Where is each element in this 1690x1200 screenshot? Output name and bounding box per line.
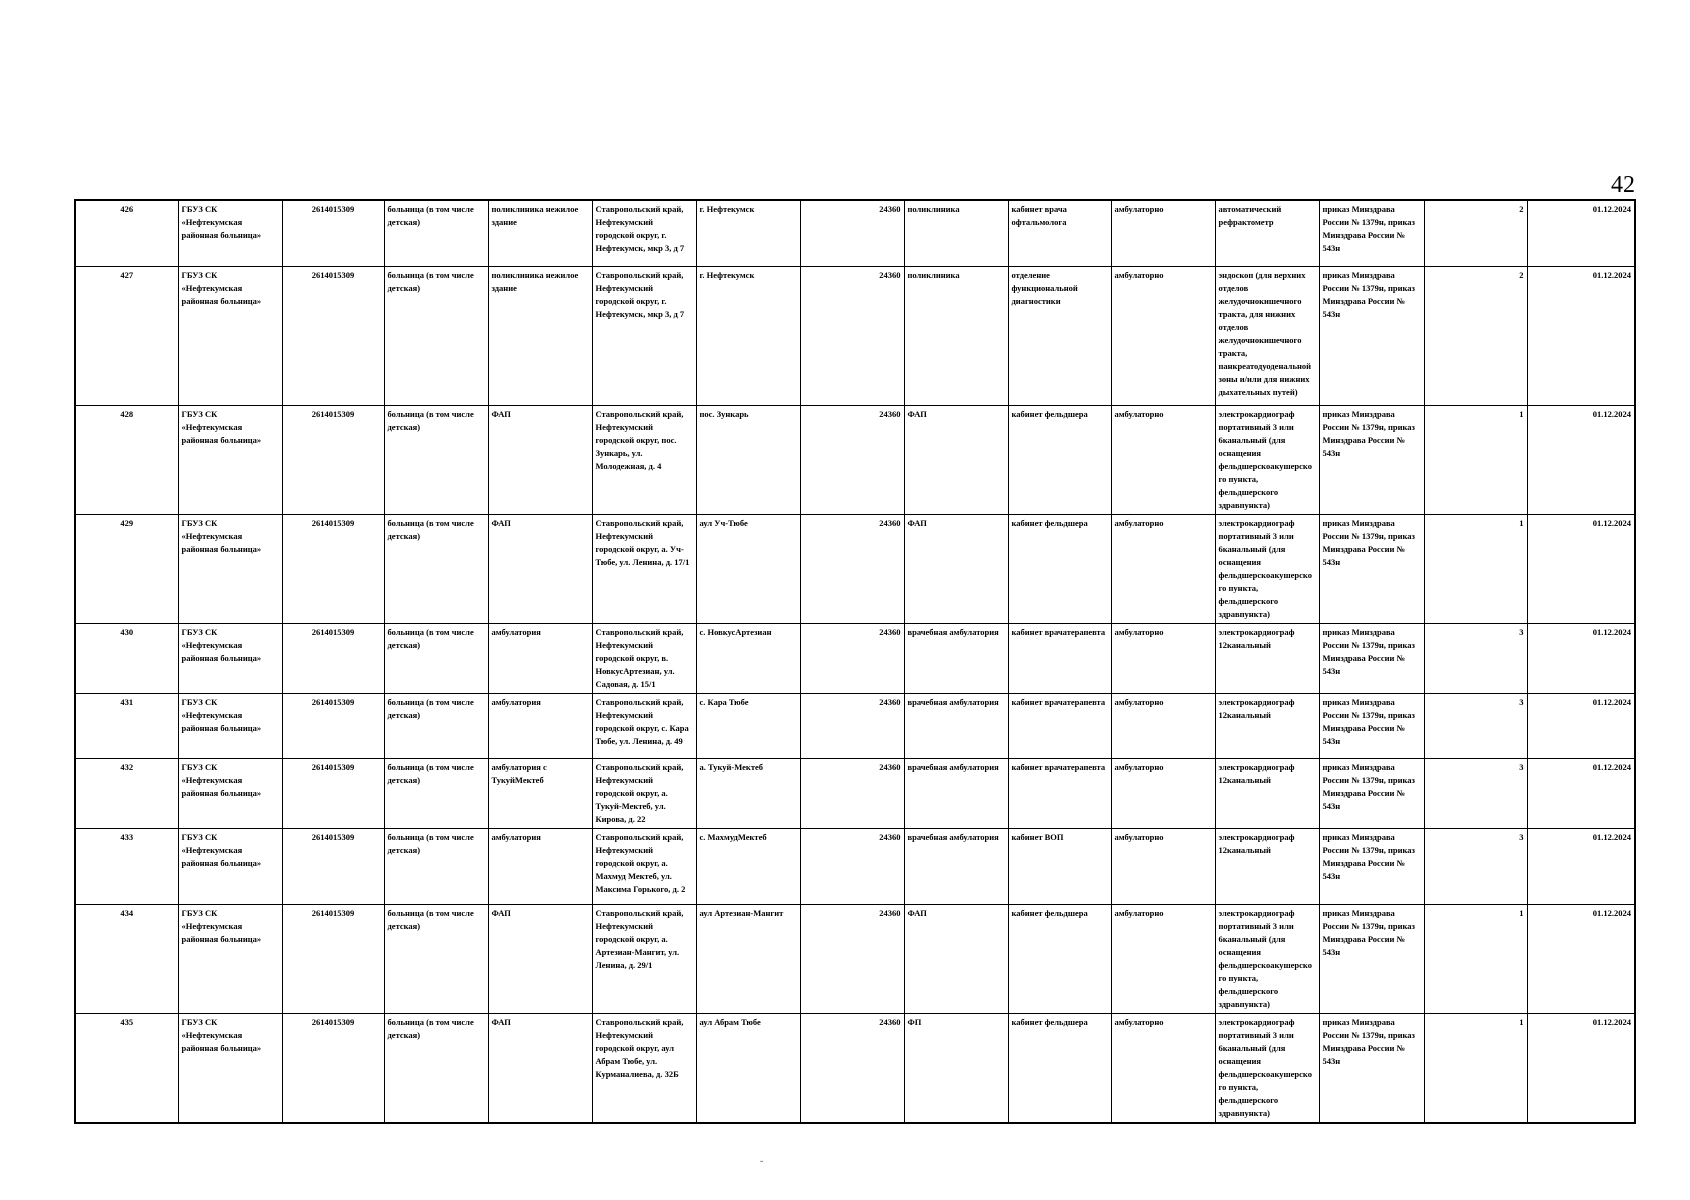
care-condition: амбулаторно	[1111, 1014, 1215, 1124]
locality-cell: с. МахмудМектеб	[696, 829, 800, 905]
room-cell: кабинет врачатерапевта	[1008, 759, 1111, 829]
equipment-cell: электрокардиограф 12канальный	[1215, 694, 1319, 759]
row-number: 429	[75, 515, 178, 624]
equipment-cell: электрокардиограф портативный 3 или 6канальный (для оснащения фельдшерскоакушерского пункта, фельдшерского здравпункта)	[1215, 905, 1319, 1014]
row-number: 426	[75, 200, 178, 267]
address-cell: Ставропольский край, Нефтекумский городской округ, с. Кара Тюбе, ул. Ленина, д. 49	[592, 694, 696, 759]
care-condition: амбулаторно	[1111, 905, 1215, 1014]
care-condition: амбулаторно	[1111, 515, 1215, 624]
quantity-cell: 2	[1424, 200, 1527, 267]
division-cell: врачебная амбулатория	[904, 694, 1008, 759]
table-row	[75, 406, 1635, 515]
address-cell: Ставропольский край, Нефтекумский городской округ, а. Тукуй-Мектеб, ул. Кирова, д. 22	[592, 759, 696, 829]
organization-name: ГБУЗ СК «Нефтекумская районная больница»	[178, 829, 282, 905]
building-type: амбулатория с ТукуйМектеб	[488, 759, 592, 829]
locality-cell: г. Нефтекумск	[696, 267, 800, 406]
equipment-cell: электрокардиограф портативный 3 или 6канальный (для оснащения фельдшерскоакушерского пункта, фельдшерского здравпункта)	[1215, 1014, 1319, 1124]
address-cell: Ставропольский край, Нефтекумский городской округ, а. Уч-Тюбе, ул. Ленина, д. 17/1	[592, 515, 696, 624]
room-cell: кабинет врачатерапевта	[1008, 624, 1111, 694]
locality-cell: пос. Зункарь	[696, 406, 800, 515]
room-cell: кабинет фельдшера	[1008, 905, 1111, 1014]
equipment-cell: электрокардиограф портативный 3 или 6канальный (для оснащения фельдшерскоакушерского пункта, фельдшерского здравпункта)	[1215, 515, 1319, 624]
organization-name: ГБУЗ СК «Нефтекумская районная больница»	[178, 406, 282, 515]
facility-type: больница (в том числе детская)	[384, 1014, 488, 1124]
facility-type: больница (в том числе детская)	[384, 759, 488, 829]
division-cell: поликлиника	[904, 267, 1008, 406]
order-reference: приказ Минздрава России № 1379н, приказ Минздрава России № 543н	[1319, 905, 1424, 1014]
quantity-cell: 1	[1424, 515, 1527, 624]
code-cell: 24360	[800, 515, 904, 624]
quantity-cell: 3	[1424, 624, 1527, 694]
care-condition: амбулаторно	[1111, 406, 1215, 515]
inn-cell: 2614015309	[282, 829, 384, 905]
row-number: 431	[75, 694, 178, 759]
row-number: 435	[75, 1014, 178, 1124]
inn-cell: 2614015309	[282, 406, 384, 515]
table-row	[75, 1014, 1635, 1124]
order-reference: приказ Минздрава России № 1379н, приказ Минздрава России № 543н	[1319, 829, 1424, 905]
room-cell: кабинет фельдшера	[1008, 515, 1111, 624]
date-cell: 01.12.2024	[1527, 694, 1635, 759]
division-cell: ФАП	[904, 406, 1008, 515]
date-cell: 01.12.2024	[1527, 267, 1635, 406]
locality-cell: аул Уч-Тюбе	[696, 515, 800, 624]
code-cell: 24360	[800, 200, 904, 267]
order-reference: приказ Минздрава России № 1379н, приказ Минздрава России № 543н	[1319, 694, 1424, 759]
building-type: поликлиника нежилое здание	[488, 267, 592, 406]
organization-name: ГБУЗ СК «Нефтекумская районная больница»	[178, 515, 282, 624]
building-type: амбулатория	[488, 624, 592, 694]
inn-cell: 2614015309	[282, 200, 384, 267]
quantity-cell: 2	[1424, 267, 1527, 406]
division-cell: врачебная амбулатория	[904, 829, 1008, 905]
date-cell: 01.12.2024	[1527, 200, 1635, 267]
facility-type: больница (в том числе детская)	[384, 694, 488, 759]
organization-name: ГБУЗ СК «Нефтекумская районная больница»	[178, 905, 282, 1014]
address-cell: Ставропольский край, Нефтекумский городской округ, в. НовкусАртезиан, ул. Садовая, д. 15/1	[592, 624, 696, 694]
care-condition: амбулаторно	[1111, 624, 1215, 694]
date-cell: 01.12.2024	[1527, 829, 1635, 905]
facility-type: больница (в том числе детская)	[384, 515, 488, 624]
inn-cell: 2614015309	[282, 1014, 384, 1124]
table-row	[75, 905, 1635, 1014]
facility-type: больница (в том числе детская)	[384, 406, 488, 515]
equipment-registry-table	[74, 199, 1636, 1124]
code-cell: 24360	[800, 406, 904, 515]
division-cell: врачебная амбулатория	[904, 624, 1008, 694]
locality-cell: а. Тукуй-Мектеб	[696, 759, 800, 829]
quantity-cell: 3	[1424, 829, 1527, 905]
row-number: 430	[75, 624, 178, 694]
locality-cell: г. Нефтекумск	[696, 200, 800, 267]
quantity-cell: 1	[1424, 905, 1527, 1014]
inn-cell: 2614015309	[282, 267, 384, 406]
table-row	[75, 829, 1635, 905]
row-number: 432	[75, 759, 178, 829]
table-row	[75, 515, 1635, 624]
locality-cell: с. Кара Тюбе	[696, 694, 800, 759]
care-condition: амбулаторно	[1111, 759, 1215, 829]
building-type: амбулатория	[488, 829, 592, 905]
equipment-cell: эндоскоп (для верхних отделов желудочнокишечного тракта, для нижних отделов желудочнокишечного тракта, панкреатодуоденальной зоны и/или для нижних дыхательных путей)	[1215, 267, 1319, 406]
organization-name: ГБУЗ СК «Нефтекумская районная больница»	[178, 267, 282, 406]
table-row	[75, 200, 1635, 267]
address-cell: Ставропольский край, Нефтекумский городской округ, а. Артезиан-Мангит, ул. Ленина, д. 29/1	[592, 905, 696, 1014]
locality-cell: с. НовкусАртезиан	[696, 624, 800, 694]
facility-type: больница (в том числе детская)	[384, 905, 488, 1014]
order-reference: приказ Минздрава России № 1379н, приказ Минздрава России № 543н	[1319, 759, 1424, 829]
facility-type: больница (в том числе детская)	[384, 200, 488, 267]
division-cell: ФП	[904, 1014, 1008, 1124]
equipment-cell: электрокардиограф 12канальный	[1215, 759, 1319, 829]
date-cell: 01.12.2024	[1527, 406, 1635, 515]
table-row	[75, 267, 1635, 406]
organization-name: ГБУЗ СК «Нефтекумская районная больница»	[178, 759, 282, 829]
order-reference: приказ Минздрава России № 1379н, приказ Минздрава России № 543н	[1319, 267, 1424, 406]
table-row	[75, 624, 1635, 694]
division-cell: врачебная амбулатория	[904, 759, 1008, 829]
date-cell: 01.12.2024	[1527, 759, 1635, 829]
inn-cell: 2614015309	[282, 759, 384, 829]
date-cell: 01.12.2024	[1527, 624, 1635, 694]
room-cell: кабинет врачатерапевта	[1008, 694, 1111, 759]
date-cell: 01.12.2024	[1527, 515, 1635, 624]
quantity-cell: 3	[1424, 759, 1527, 829]
row-number: 427	[75, 267, 178, 406]
registry-body	[75, 200, 1635, 1123]
address-cell: Ставропольский край, Нефтекумский городской округ, г. Нефтекумск, мкр 3, д 7	[592, 267, 696, 406]
room-cell: кабинет ВОП	[1008, 829, 1111, 905]
equipment-cell: автоматический рефрактометр	[1215, 200, 1319, 267]
address-cell: Ставропольский край, Нефтекумский городской округ, а. Махмуд Мектеб, ул. Максима Горького, д. 2	[592, 829, 696, 905]
building-type: ФАП	[488, 905, 592, 1014]
facility-type: больница (в том числе детская)	[384, 624, 488, 694]
equipment-cell: электрокардиограф 12канальный	[1215, 624, 1319, 694]
organization-name: ГБУЗ СК «Нефтекумская районная больница»	[178, 200, 282, 267]
locality-cell: аул Артезиан-Мангит	[696, 905, 800, 1014]
organization-name: ГБУЗ СК «Нефтекумская районная больница»	[178, 1014, 282, 1124]
date-cell: 01.12.2024	[1527, 1014, 1635, 1124]
code-cell: 24360	[800, 1014, 904, 1124]
address-cell: Ставропольский край, Нефтекумский городской округ, г. Нефтекумск, мкр 3, д 7	[592, 200, 696, 267]
facility-type: больница (в том числе детская)	[384, 829, 488, 905]
order-reference: приказ Минздрава России № 1379н, приказ Минздрава России № 543н	[1319, 406, 1424, 515]
room-cell: кабинет фельдшера	[1008, 1014, 1111, 1124]
address-cell: Ставропольский край, Нефтекумский городской округ, аул Абрам Тюбе, ул. Курманалиева, д. 32Б	[592, 1014, 696, 1124]
quantity-cell: 3	[1424, 694, 1527, 759]
building-type: ФАП	[488, 515, 592, 624]
building-type: поликлиника нежилое здание	[488, 200, 592, 267]
care-condition: амбулаторно	[1111, 694, 1215, 759]
room-cell: отделение функциональной диагностики	[1008, 267, 1111, 406]
inn-cell: 2614015309	[282, 905, 384, 1014]
quantity-cell: 1	[1424, 1014, 1527, 1124]
row-number: 428	[75, 406, 178, 515]
order-reference: приказ Минздрава России № 1379н, приказ Минздрава России № 543н	[1319, 200, 1424, 267]
building-type: амбулатория	[488, 694, 592, 759]
equipment-cell: электрокардиограф 12канальный	[1215, 829, 1319, 905]
division-cell: ФАП	[904, 905, 1008, 1014]
building-type: ФАП	[488, 1014, 592, 1124]
code-cell: 24360	[800, 267, 904, 406]
order-reference: приказ Минздрава России № 1379н, приказ Минздрава России № 543н	[1319, 515, 1424, 624]
equipment-cell: электрокардиограф портативный 3 или 6канальный (для оснащения фельдшерскоакушерского пункта, фельдшерского здравпункта)	[1215, 406, 1319, 515]
code-cell: 24360	[800, 624, 904, 694]
building-type: ФАП	[488, 406, 592, 515]
scan-mark: ˘	[760, 1160, 764, 1171]
code-cell: 24360	[800, 829, 904, 905]
inn-cell: 2614015309	[282, 694, 384, 759]
date-cell: 01.12.2024	[1527, 905, 1635, 1014]
row-number: 433	[75, 829, 178, 905]
division-cell: поликлиника	[904, 200, 1008, 267]
organization-name: ГБУЗ СК «Нефтекумская районная больница»	[178, 694, 282, 759]
page-number: 42	[1611, 172, 1635, 198]
table-row	[75, 694, 1635, 759]
inn-cell: 2614015309	[282, 624, 384, 694]
table-row	[75, 759, 1635, 829]
care-condition: амбулаторно	[1111, 829, 1215, 905]
room-cell: кабинет фельдшера	[1008, 406, 1111, 515]
division-cell: ФАП	[904, 515, 1008, 624]
quantity-cell: 1	[1424, 406, 1527, 515]
code-cell: 24360	[800, 694, 904, 759]
organization-name: ГБУЗ СК «Нефтекумская районная больница»	[178, 624, 282, 694]
locality-cell: аул Абрам Тюбе	[696, 1014, 800, 1124]
order-reference: приказ Минздрава России № 1379н, приказ Минздрава России № 543н	[1319, 624, 1424, 694]
facility-type: больница (в том числе детская)	[384, 267, 488, 406]
care-condition: амбулаторно	[1111, 267, 1215, 406]
address-cell: Ставропольский край, Нефтекумский городской округ, пос. Зункарь, ул. Молодежная, д. 4	[592, 406, 696, 515]
row-number: 434	[75, 905, 178, 1014]
inn-cell: 2614015309	[282, 515, 384, 624]
order-reference: приказ Минздрава России № 1379н, приказ Минздрава России № 543н	[1319, 1014, 1424, 1124]
code-cell: 24360	[800, 759, 904, 829]
care-condition: амбулаторно	[1111, 200, 1215, 267]
room-cell: кабинет врача офтальмолога	[1008, 200, 1111, 267]
code-cell: 24360	[800, 905, 904, 1014]
